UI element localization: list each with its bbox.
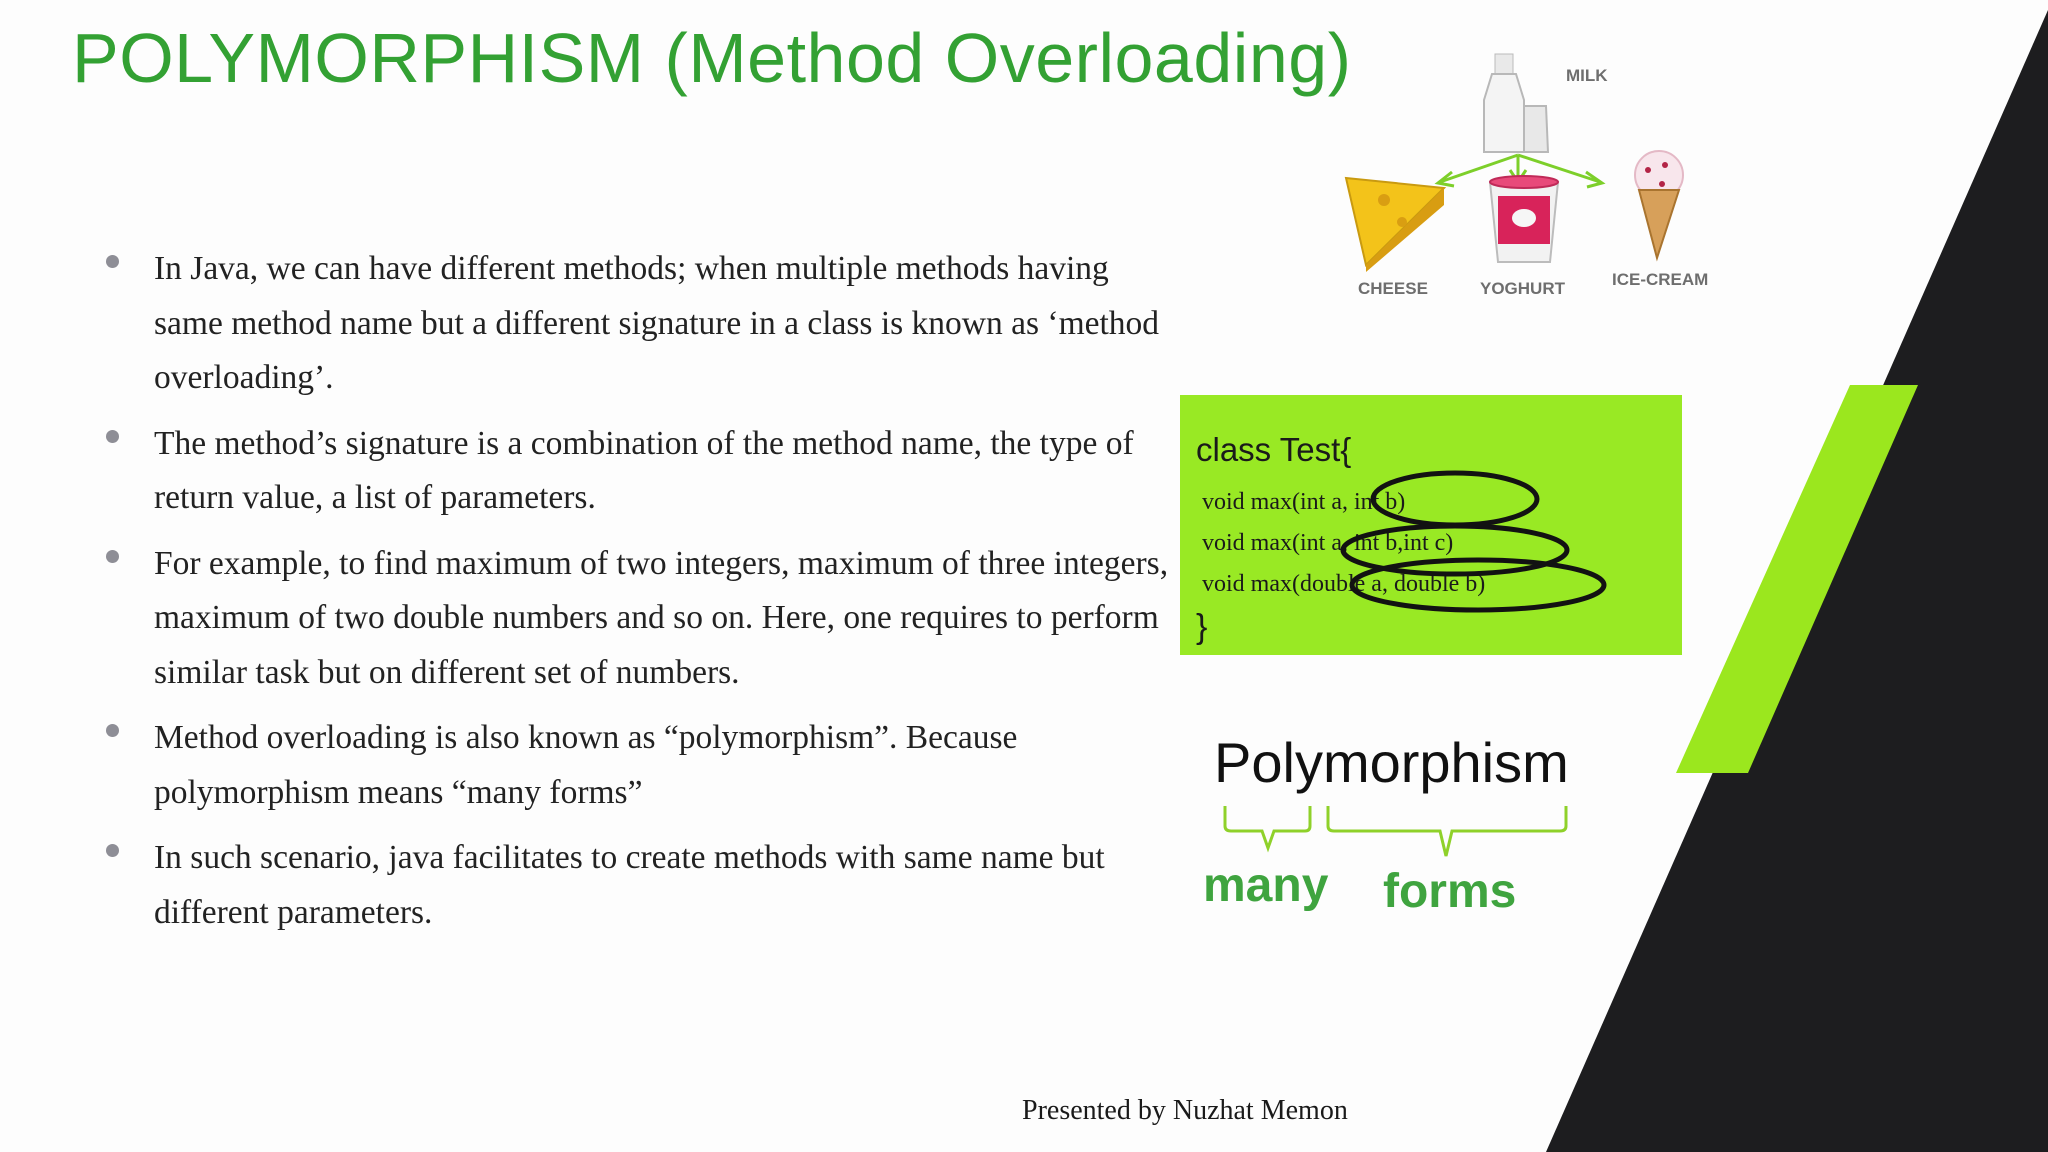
- presenter-credit: Presented by Nuzhat Memon: [1022, 1095, 1348, 1126]
- bullet-text: For example, to find maximum of two integers, maximum of three integers, maximum of two double numbers and so on. Here, one requires to perform similar task but on different set of numbers.: [154, 544, 1169, 691]
- yoghurt-label: YOGHURT: [1480, 279, 1565, 298]
- bullet-text: In Java, we can have different methods; when multiple methods having same method name but a different signature in a class is known as ‘method overloading’.: [154, 250, 1160, 396]
- polymorphism-word: Polymorphism: [1214, 731, 1569, 794]
- bullet-text: The method’s signature is a combination of the method name, the type of return value, a list of parameters.: [154, 424, 1134, 516]
- code-closing-brace: }: [1196, 608, 1208, 646]
- slide-title: POLYMORPHISM (Method Overloading): [72, 19, 1352, 97]
- forms-label: forms: [1383, 865, 1517, 918]
- many-label: many: [1203, 859, 1329, 912]
- ice-cream-label: ICE-CREAM: [1612, 270, 1709, 289]
- bullet-text: Method overloading is also known as “polymorphism”. Because polymorphism means “many forms”: [154, 719, 1018, 811]
- code-line: void max(double a, double b): [1202, 571, 1486, 597]
- code-line: void max(int a, int b): [1202, 489, 1406, 515]
- code-line: void max(int a, int b,int c): [1202, 530, 1454, 556]
- milk-label: MILK: [1566, 66, 1608, 85]
- bullet-text: In such scenario, java facilitates to create methods with same name but different parameters.: [154, 839, 1105, 931]
- code-class-title: class Test{: [1196, 431, 1352, 468]
- cheese-label: CHEESE: [1358, 279, 1428, 298]
